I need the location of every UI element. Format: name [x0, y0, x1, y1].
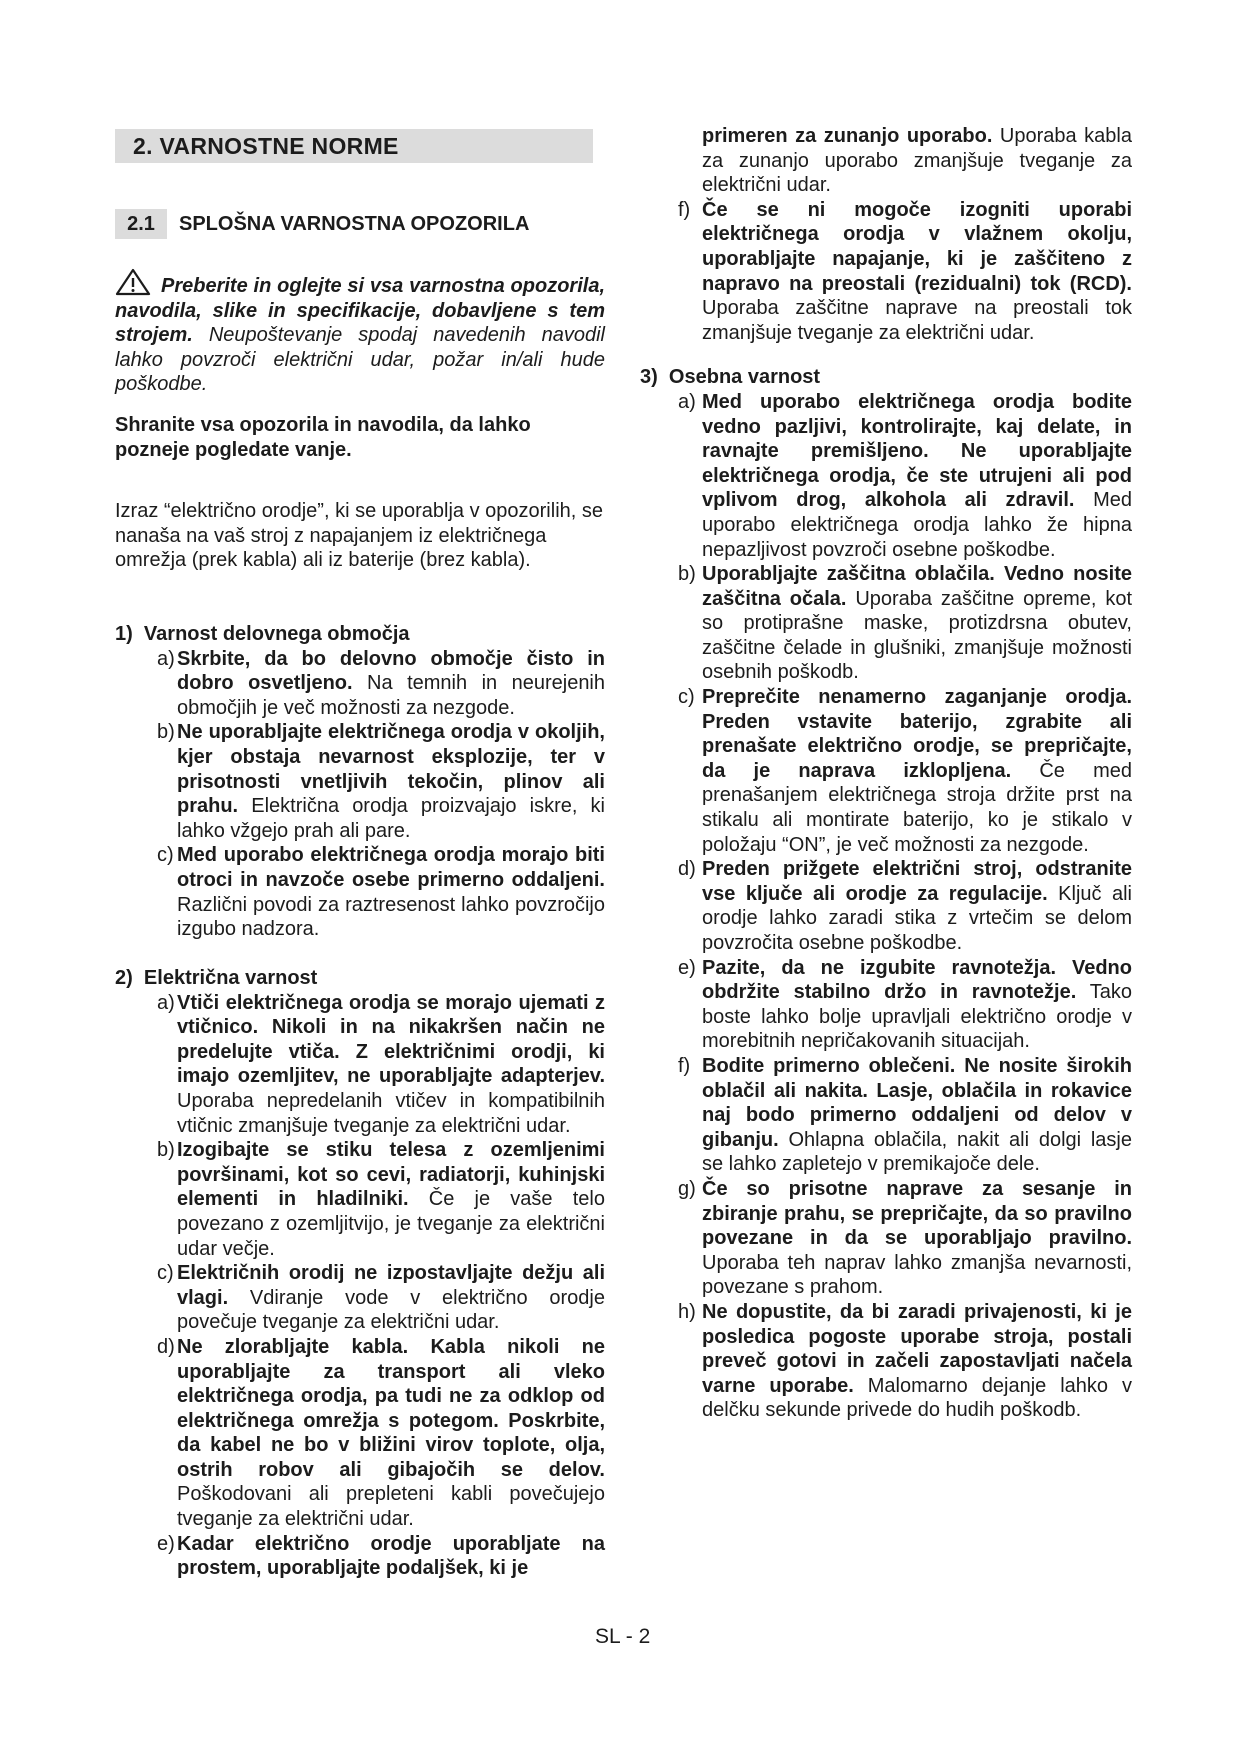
- list-item: b) Uporabljajte zaščitna oblačila. Vedno nosite zaščitna očala. Uporaba zaščitne opreme, kot so protiprašne maske, protizdrsna obutev, zaščitne čelade in glušniki, zmanjšuje možnosti osebnih poškodb.: [678, 563, 1132, 684]
- warning-paragraph: [115, 268, 605, 397]
- list-item: c) Med uporabo električnega orodja morajo biti otroci in navzoče osebe primerno oddaljeni. Različni povodi za raztresenost lahko povzročijo izgubo nadzora.: [157, 844, 605, 941]
- group-heading: 1) Varnost delovnega območja: [115, 623, 410, 645]
- page-number: SL - 2: [595, 1625, 651, 1648]
- list-item: e) Kadar električno orodje uporabljate na prostem, uporabljajte podaljšek, ki je: [157, 1532, 605, 1580]
- list-item: b) Izogibajte se stiku telesa z ozemljenimi površinami, kot so cevi, radiatorji, kuhinjski elementi in hladilniki. Če je vaše telo povezano z ozemljitvijo, je tveganje za električni udar večje.: [157, 1139, 605, 1260]
- group-heading: 3) Osebna varnost: [640, 366, 821, 389]
- list-item: a) Skrbite, da bo delovno območje čisto in dobro osvetljeno. Na temnih in neurejenih območjih je več možnosti za nezgode.: [157, 647, 606, 719]
- term-definition: Izraz “električno orodje”, ki se uporablja v opozorilih, se nanaša na vaš stroj z napajanjem iz električnega omrežja (prek kabla) ali iz baterije (brez kabla).: [115, 500, 603, 572]
- list-item: d) Ne zlorabljajte kabla. Kabla nikoli ne uporabljajte za transport ali vleko električnega orodja, pa tudi ne za odklop od električnega omrežja s potegom. Poskrbite, da kabel ne bo v bližini virov toplote, olja, ostrih robov ali gibajočih se delov. Poškodovani ali prepleteni kabli povečujejo tveganje za električni udar.: [157, 1335, 605, 1531]
- list-item: d) Preden prižgete električni stroj, odstranite vse ključe ali orodje za regulacije. Ključ ali orodje lahko zaradi stika z vrtečim se delom povzročita osebne poškodbe.: [678, 858, 1132, 954]
- list-item: f) Bodite primerno oblečeni. Ne nosite širokih oblačil ali nakita. Lasje, oblačila in rokavice naj bodo primerno oddaljeni od delov v gibanju. Ohlapna oblačila, nakit ali dolgi lasje se lahko zapletejo v premikajoče dele.: [678, 1054, 1132, 1176]
- warning-triangle-icon: [115, 268, 151, 296]
- continuation-item: primeren za zunanjo uporabo. Uporaba kabla za zunanjo uporabo zmanjšuje tveganje za električni udar.: [702, 125, 1132, 197]
- group-electrical-safety: [115, 966, 605, 1581]
- warning-italic-text: Neupoštevanje spodaj navedenih navodil lahko povzroči električni udar, požar in/ali hude poškodbe.: [115, 324, 605, 396]
- list-item: a) Vtiči električnega orodja se morajo ujemati z vtičnico. Nikoli in na nikakršen način ne predelujte vtiča. Z električnimi orodji, ki imajo ozemljitev, ne uporabljajte adapterjev. Uporaba nepredelanih vtičev in kompatibilnih vtičnic zmanjšuje tveganje za električni udar.: [157, 991, 605, 1137]
- list-item: c) Električnih orodij ne izpostavljajte dežju ali vlagi. Vdiranje vode v električno orodje povečuje tveganje za električni udar.: [157, 1262, 605, 1334]
- list-item: e) Pazite, da ne izgubite ravnotežja. Vedno obdržite stabilno držo in ravnotežje. Tako boste lahko bolje upravljali električno orodje v morebitnih nepričakovanih situacijah.: [678, 956, 1132, 1053]
- list-item: g) Če so prisotne naprave za sesanje in zbiranje prahu, se prepričajte, da so pravilno povezane in da se uporabljajo pravilno. Uporaba teh naprav lahko zmanjša nevarnosti, povezane s prahom.: [678, 1177, 1132, 1299]
- list-item: h) Ne dopustite, da bi zaradi privajenosti, ki je posledica pogoste uporabe stroja, postali preveč gotovi in začeli zapostavljati načela varne uporabe. Malomarno dejanje lahko v delčku sekunde privede do hudih poškodb.: [678, 1300, 1132, 1422]
- subsection-number: 2.1: [115, 209, 167, 239]
- list-item: b) Ne uporabljajte električnega orodja v okoljih, kjer obstaja nevarnost eksplozije, ter v prisotnosti vnetljivih tekočin, plinov ali prahu. Električna orodja proizvajajo iskre, ki lahko vžgejo prah ali pare.: [157, 721, 605, 842]
- keep-instructions-notice: Shranite vsa opozorila in navodila, da lahko pozneje pogledate vanje.: [115, 414, 531, 461]
- group-work-area-safety: [115, 622, 605, 942]
- list-item: c) Preprečite nenamerno zaganjanje orodja. Preden vstavite baterijo, zgrabite ali prenašate električno orodje, se prepričajte, da je naprava izklopljena. Če med prenašanjem električnega stroja držite prst na stikalu ali montirate baterijo, ko je stikalo v položaju “ON”, je več možnosti za nezgode.: [678, 686, 1132, 856]
- warning-bold-text: Preberite in oglejte si vsa varnostna opozorila, navodila, slike in specifikacije, dobavljene s tem strojem.: [115, 275, 605, 347]
- subsection-title: SPLOŠNA VARNOSTNA OPOZORILA: [179, 213, 530, 235]
- list-item: a) Med uporabo električnega orodja bodite vedno pazljivi, kontrolirajte, kaj delate, in ravnajte premišljeno. Ne uporabljajte električnega orodja, če ste utrujeni ali pod vplivom drog, alkohola ali zdravil. Med uporabo električnega orodja lahko že hipna nepazljivost povzroči osebne poškodbe.: [678, 390, 1133, 561]
- subsection-header: [115, 209, 605, 239]
- list-item: f) Če se ni mogoče izogniti uporabi električnega orodja v vlažnem okolju, uporabljajte napajanje, ki je zaščiteno z napravo na preostali (rezidualni) tok (RCD). Uporaba zaščitne naprave na preostali tok zmanjšuje tveganje za električni udar.: [678, 198, 1132, 344]
- group-heading: 2) Električna varnost: [115, 967, 318, 989]
- section-title: 2. VARNOSTNE NORME: [115, 129, 593, 163]
- right-column: [640, 124, 1132, 1423]
